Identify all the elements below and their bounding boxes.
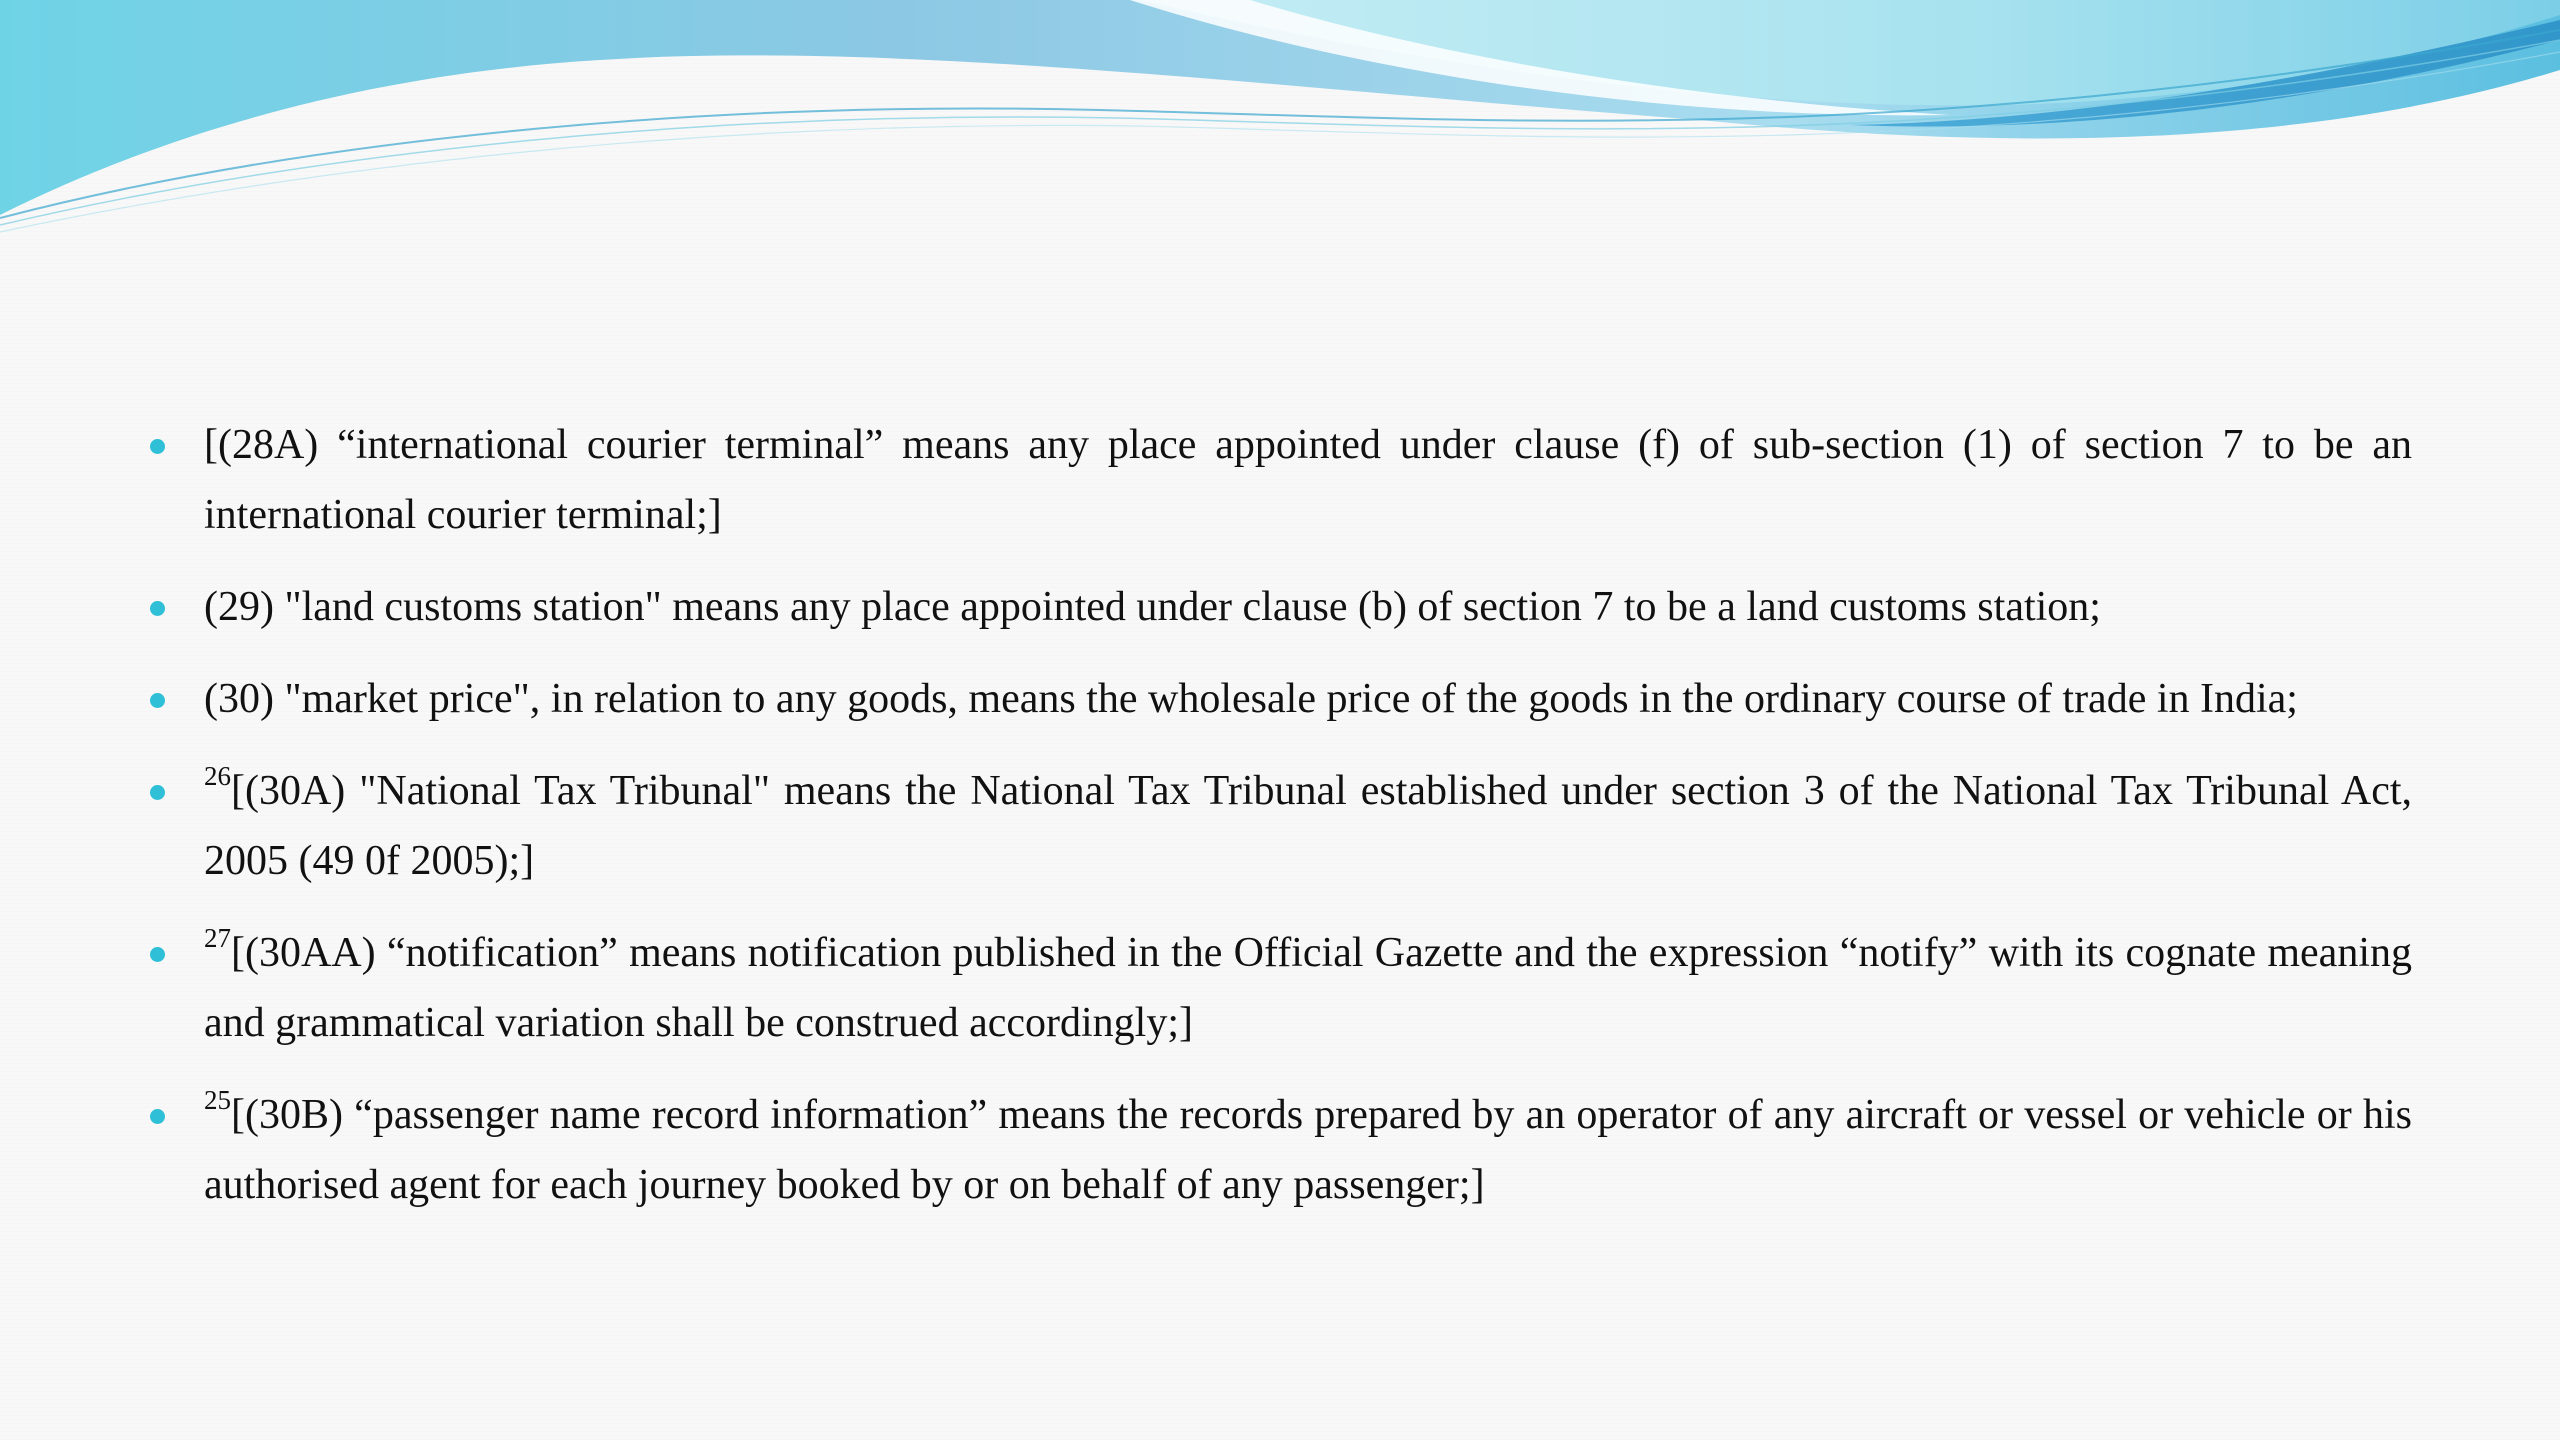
bullet-icon [150,693,165,708]
bullet-icon [150,439,165,454]
list-item-text: [(30A) "National Tax Tribunal" means the National Tax Tribunal established under section 3 of the National Tax Tribunal Act, 2005 (49 0f 2005);] [204,768,2412,884]
footnote-marker: 27 [204,923,231,953]
header-wave-decoration [0,0,2560,240]
footnote-marker: 25 [204,1085,231,1115]
bullet-icon [150,785,165,800]
list-item [140,664,2412,734]
list-item [140,572,2412,642]
list-item [140,1080,2412,1220]
list-item-text: (30) "market price", in relation to any goods, means the wholesale price of the goods in the ordinary course of trade in India; [204,676,2298,722]
list-item [140,410,2412,550]
footnote-marker: 26 [204,761,231,791]
definitions-list [140,410,2412,1220]
bullet-icon [150,601,165,616]
list-item [140,918,2412,1058]
bullet-icon [150,947,165,962]
list-item [140,756,2412,896]
content-area [140,410,2412,1242]
list-item-text: [(28A) “international courier terminal” means any place appointed under clause (f) of sub-section (1) of section 7 to be an international courier terminal;] [204,422,2412,538]
list-item-text: (29) "land customs station" means any place appointed under clause (b) of section 7 to be a land customs station; [204,584,2101,630]
bullet-icon [150,1109,165,1124]
list-item-text: [(30AA) “notification” means notification published in the Official Gazette and the expression “notify” with its cognate meaning and grammatical variation shall be construed accordingly;] [204,930,2412,1046]
list-item-text: [(30B) “passenger name record information” means the records prepared by an operator of any aircraft or vessel or vehicle or his authorised agent for each journey booked by or on behalf of any passenger;] [204,1092,2412,1208]
